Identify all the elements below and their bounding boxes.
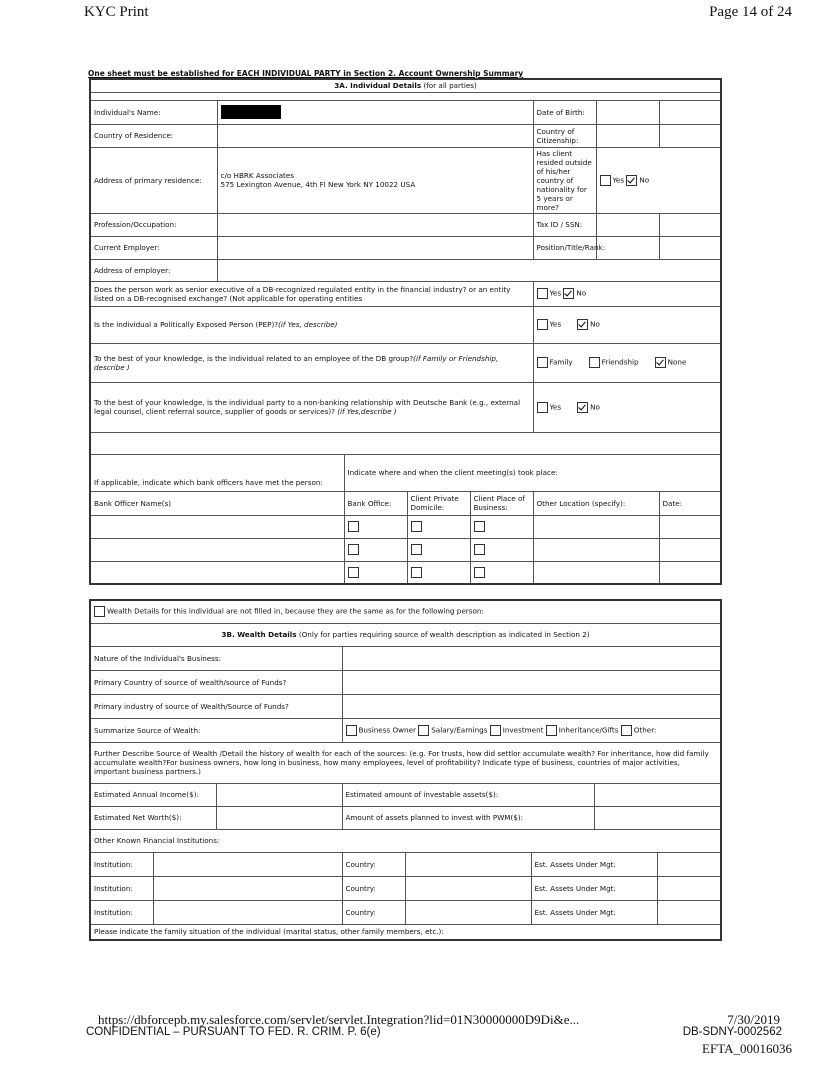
nonbank-answer: Yes No (533, 382, 721, 432)
footer-bates-2: EFTA_00016036 (702, 1041, 792, 1056)
officers-question: If applicable, indicate which bank officers have met the person: (90, 454, 344, 491)
section-3a-title: 3A. Individual Details (for all parties) (90, 79, 721, 92)
employer-address-label: Address of employer: (90, 259, 217, 281)
salary-checkbox[interactable] (418, 725, 429, 736)
dob-label: Date of Birth: (533, 100, 596, 124)
nonbank-yes-checkbox[interactable] (537, 402, 548, 413)
employer-label: Current Employer: (90, 236, 217, 259)
resided-no-checkbox[interactable] (626, 175, 637, 186)
wealth-details-table (89, 599, 722, 941)
same-as-checkbox[interactable] (94, 606, 105, 617)
citizenship-value (596, 124, 659, 147)
nonbank-question: To the best of your knowledge, is the individual party to a non-banking relationship with Deutsche Bank (e.g., external legal counsel, client referral source, supplier of goods or services)? (if Yes,describe ) (90, 382, 533, 432)
family-situation-label: Please indicate the family situation of the individual (marital status, other family members, etc.): (90, 924, 721, 940)
officer-names-header: Bank Officer Name(s) (90, 491, 344, 515)
instruction-note: One sheet must be established for EACH INDIVIDUAL PARTY in Section 2. Account Ownership Summary (88, 69, 524, 78)
other-fi-label: Other Known Financial Institutions: (90, 829, 721, 852)
dob-extra (659, 100, 721, 124)
friendship-checkbox[interactable] (589, 357, 600, 368)
family-checkbox[interactable] (537, 357, 548, 368)
investment-checkbox[interactable] (490, 725, 501, 736)
inheritance-checkbox[interactable] (546, 725, 557, 736)
business-checkbox[interactable] (474, 521, 485, 532)
pep-answer: Yes No (533, 306, 721, 343)
other-location-header: Other Location (specify): (533, 491, 659, 515)
footer-date: 7/30/2019 (727, 1012, 780, 1027)
source-options: Business Owner Salary/Earnings Investment Inheritance/Gifts Other: (342, 718, 721, 742)
investable-label: Estimated amount of investable assets($): (342, 783, 594, 806)
nonbank-no-checkbox[interactable] (577, 402, 588, 413)
bank-office-checkbox[interactable] (348, 521, 359, 532)
officer-row (90, 561, 721, 584)
client-domicile-header: Client Private Domicile: (407, 491, 470, 515)
summarize-label: Summarize Source of Wealth: (90, 718, 342, 742)
name-value (217, 100, 533, 124)
industry-source-label: Primary industry of source of Wealth/Source of Funds? (90, 694, 342, 718)
client-business-header: Client Place of Business: (470, 491, 533, 515)
senior-yes-checkbox[interactable] (537, 288, 548, 299)
business-checkbox[interactable] (474, 544, 485, 555)
none-checkbox[interactable] (655, 357, 666, 368)
officer-row (90, 515, 721, 538)
pep-no-checkbox[interactable] (577, 319, 588, 330)
taxid-label: Tax ID / SSN: (533, 213, 596, 236)
institution-row: Institution: Country: Est. Assets Under Mgt: (90, 900, 721, 924)
business-checkbox[interactable] (474, 567, 485, 578)
resided-answer: Yes No (596, 147, 721, 213)
bank-office-header: Bank Office: (344, 491, 407, 515)
header-left: KYC Print (84, 4, 149, 20)
domicile-checkbox[interactable] (411, 567, 422, 578)
senior-exec-answer: Yes No (533, 281, 721, 306)
section-3b-title: 3B. Wealth Details (Only for parties requiring source of wealth description as indicated in Section 2) (90, 623, 721, 646)
address-value: c/o HBRK Associates 575 Lexington Avenue, 4th Fl New York NY 10022 USA (217, 147, 533, 213)
same-as-row: Wealth Details for this individual are not filled in, because they are the same as for the following person: (90, 600, 721, 623)
profession-label: Profession/Occupation: (90, 213, 217, 236)
position-label: Position/Title/Rank: (533, 236, 596, 259)
redaction-box (221, 105, 281, 119)
income-label: Estimated Annual Income($): (90, 783, 216, 806)
bank-office-checkbox[interactable] (348, 544, 359, 555)
networth-label: Estimated Net Worth($): (90, 806, 216, 829)
footer-confidential: CONFIDENTIAL – PURSUANT TO FED. R. CRIM. P. 6(e) (86, 1026, 381, 1038)
individual-details-table (89, 78, 722, 585)
senior-exec-question: Does the person work as senior executive of a DB-recognized regulated entity in the financial industry? or an entity listed on a DB-recognised exchange? (Not applicable for operating entities (90, 281, 533, 306)
citizenship-label: Country of Citizenship: (533, 124, 596, 147)
domicile-checkbox[interactable] (411, 544, 422, 555)
dob-value (596, 100, 659, 124)
nature-label: Nature of the Individual's Business: (90, 646, 342, 670)
domicile-checkbox[interactable] (411, 521, 422, 532)
footer-bates-1: DB-SDNY-0002562 (682, 1026, 782, 1038)
name-label: Individual's Name: (90, 100, 217, 124)
meeting-question: Indicate where and when the client meeting(s) took place: (344, 454, 721, 491)
business-owner-checkbox[interactable] (346, 725, 357, 736)
address-label: Address of primary residence: (90, 147, 217, 213)
related-question: To the best of your knowledge, is the individual related to an employee of the DB group?(if Family or Friendship, describe ) (90, 343, 533, 382)
header-page-number: Page 14 of 24 (709, 4, 792, 20)
related-answer: Family Friendship None (533, 343, 721, 382)
bank-office-checkbox[interactable] (348, 567, 359, 578)
resided-question: Has client resided outside of his/her country of nationality for 5 years or more? (533, 147, 596, 213)
officer-row (90, 538, 721, 561)
further-describe: Further Describe Source of Wealth /Detail the history of wealth for each of the sources: (e.g. For trusts, how did settlor accumulate wealth? For inheritance, how did family accumulate wealth?For business owners, how long in business, how many employees, level of profitability? Indicate type of business, countries of major activities, important business partners.) (90, 742, 721, 783)
resided-yes-checkbox[interactable] (600, 175, 611, 186)
country-source-label: Primary Country of source of wealth/source of Funds? (90, 670, 342, 694)
footer-url: https://dbforcepb.my.salesforce.com/servlet/servlet.Integration?lid=01N30000000D9Di&e... (98, 1012, 580, 1027)
residence-label: Country of Residence: (90, 124, 217, 147)
date-header: Date: (659, 491, 721, 515)
institution-row: Institution: Country: Est. Assets Under Mgt: (90, 876, 721, 900)
residence-value (217, 124, 533, 147)
other-source-checkbox[interactable] (621, 725, 632, 736)
pep-question: Is the individual a Politically Exposed Person (PEP)?(if Yes, describe) (90, 306, 533, 343)
senior-no-checkbox[interactable] (563, 288, 574, 299)
pwm-label: Amount of assets planned to invest with PWM($): (342, 806, 594, 829)
pep-yes-checkbox[interactable] (537, 319, 548, 330)
institution-row: Institution: Country: Est. Assets Under Mgt: (90, 852, 721, 876)
